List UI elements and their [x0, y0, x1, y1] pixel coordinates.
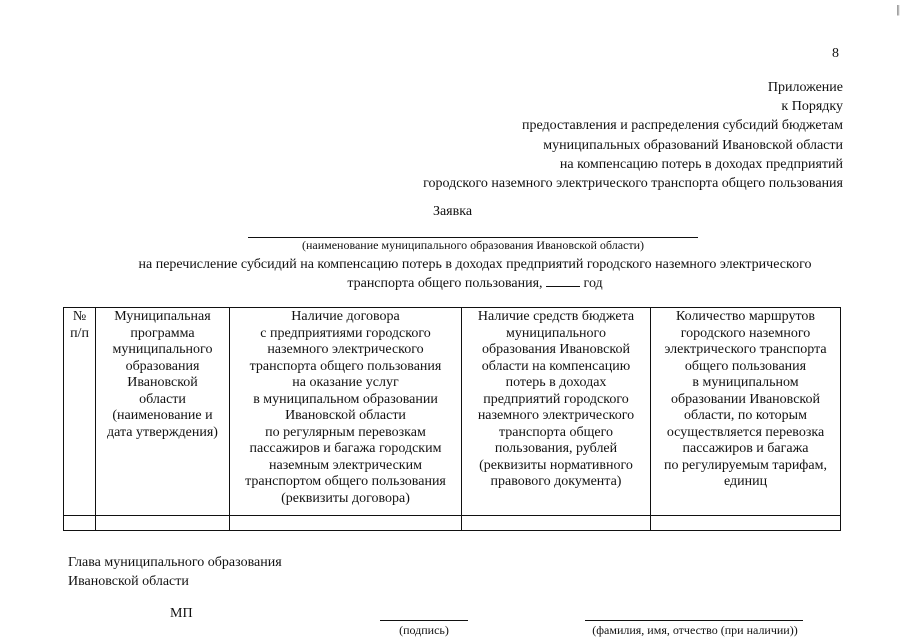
purpose-line-2-suffix: год: [583, 276, 603, 291]
table-cell: [64, 516, 96, 531]
corner-mark: ||: [896, 2, 899, 16]
purpose-text: [80, 255, 870, 293]
full-name-line: [585, 620, 803, 621]
appendix-line: предоставления и распределения субсидий бюджетам: [521, 118, 843, 134]
table-cell: [96, 516, 230, 531]
appendix-line: к Порядку: [781, 99, 843, 115]
appendix-line: Приложение: [767, 80, 843, 95]
purpose-line-2: [80, 274, 870, 293]
page-number: 8: [832, 46, 839, 61]
appendix-header: [373, 78, 843, 193]
header-number-text: № п/п: [70, 309, 89, 341]
appendix-line: муниципальных образований Ивановской области: [543, 137, 843, 153]
header-budget-text: Наличие средств бюджета муниципального образования Ивановской области на компенсацию потерь в доходах предприятий городского наземного электрического транспорта общего пользования, рублей (реквизиты нормативного правового документа): [477, 309, 635, 489]
document-title: Заявка: [432, 204, 473, 219]
table-row: [64, 516, 841, 531]
head-line-1: Глава муниципального образования: [68, 555, 282, 570]
appendix-line: на компенсацию потерь в доходах предприятий: [559, 156, 843, 172]
head-line-2: Ивановской области: [68, 574, 189, 589]
table-cell: [651, 516, 841, 531]
header-budget: [462, 308, 651, 516]
year-blank: [546, 274, 580, 287]
header-routes-text: Количество маршрутов городского наземного электрического транспорта общего пользования в муниципальном образовании Ивановской области, по которым осуществляется перевозка пассажиров и багажа по регулируемым тарифам, единиц: [664, 309, 827, 489]
table-cell: [462, 516, 651, 531]
purpose-line-1: на перечисление субсидий на компенсацию потерь в доходах предприятий городского наземного электрического: [138, 257, 812, 272]
header-contract: [230, 308, 462, 516]
appendix-line: городского наземного электрического транспорта общего пользования: [423, 176, 843, 192]
table-header-row: [64, 308, 841, 516]
header-program: [96, 308, 230, 516]
municipality-caption: (наименование муниципального образования Ивановской области): [301, 238, 645, 252]
header-contract-text: Наличие договора с предприятиями городского наземного электрического транспорта общего пользования на оказание услуг в муниципальном образовании Ивановской области по регулярным перевозкам пассажиров и багажа городским наземным электрическим транспортом общего пользования (реквизиты договора): [245, 309, 446, 506]
table-cell: [230, 516, 462, 531]
subsidy-table: [63, 307, 841, 531]
purpose-line-2-prefix: транспорта общего пользования,: [347, 276, 543, 291]
header-number: [64, 308, 96, 516]
stamp-place: МП: [170, 606, 193, 621]
signature-line: [380, 620, 468, 621]
header-program-text: Муниципальная программа муниципального образования Ивановской области (наименование и дата утверждения): [107, 309, 218, 440]
header-routes: [651, 308, 841, 516]
full-name-caption: (фамилия, имя, отчество (при наличии)): [592, 623, 798, 637]
head-of-municipality-label: [68, 553, 282, 591]
signature-caption: (подпись): [399, 623, 449, 637]
